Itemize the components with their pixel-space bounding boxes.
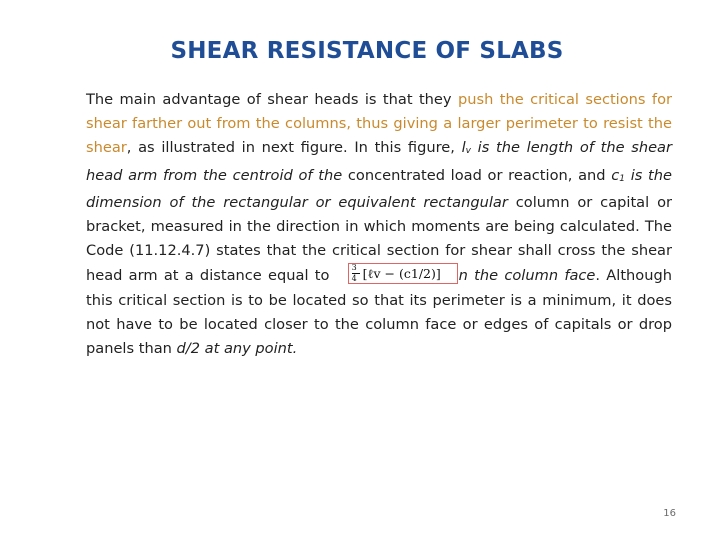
italic-text: is the dimension of the rectangular or equivalent rectangular — [86, 166, 673, 211]
symbol-lv: lv — [461, 139, 471, 157]
page-number: 16 — [663, 508, 676, 519]
highlighted-text: push the critical sections for shear farther out from the columns, thus giving a larger perimeter to resist the shear — [86, 91, 672, 157]
italic-text: d/2 at any point. — [176, 340, 298, 358]
italic-text: is the length of the shear head arm from the centroid of the — [86, 139, 673, 184]
symbol-c1: c1 — [611, 166, 626, 184]
formula-expression: [ℓv − (c1/2)] — [362, 266, 441, 282]
formula-image — [348, 263, 458, 284]
text-segment: The main advantage of shear heads is that they — [86, 91, 458, 108]
text-segment: column or capital or bracket, measured in the direction in which moments are being calculated. The Code (11.12.4.7) states that the critical section for shear shall cross the shear head arm at a distance equal to — [86, 193, 672, 285]
italic-text: n the column face — [458, 267, 596, 285]
slide-title: SHEAR RESISTANCE OF SLABS — [170, 38, 564, 64]
body-paragraph — [86, 88, 672, 361]
text-segment: . Although this critical section is to be located so that its perimeter is a minimum, it does not have to be located closer to the column face or edges of capitals or drop panels than — [86, 267, 672, 358]
text-segment: , as illustrated in next figure. In this figure, — [126, 139, 462, 157]
text-segment: concentrated load or reaction, and — [342, 166, 612, 184]
formula-fraction: 3 4 — [352, 264, 360, 283]
